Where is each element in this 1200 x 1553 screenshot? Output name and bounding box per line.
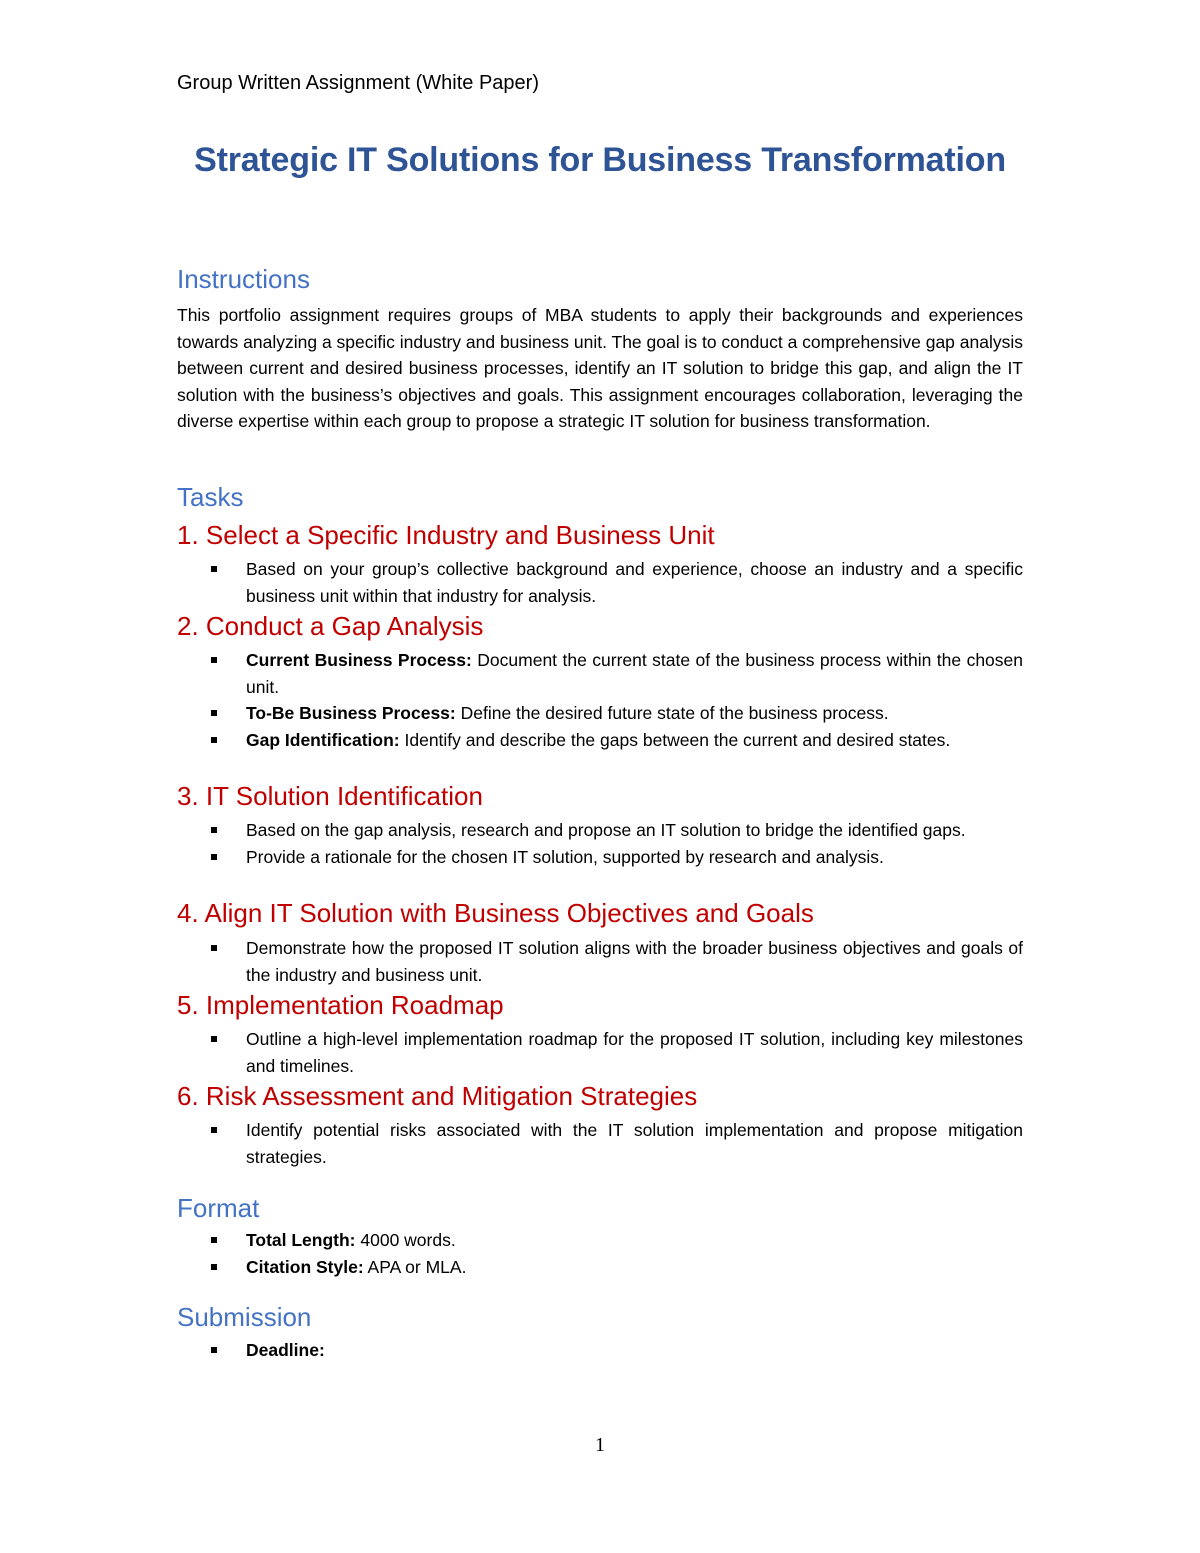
task-1-bullets: [177, 556, 1023, 609]
task-1-heading: 1. Select a Specific Industry and Business Unit: [177, 520, 715, 550]
task-4-heading: 4. Align IT Solution with Business Objectives and Goals: [177, 898, 814, 928]
list-item: Identify potential risks associated with the IT solution implementation and propose mitigation strategies.: [177, 1117, 1023, 1170]
task-5-bullets: [177, 1026, 1023, 1079]
list-item: Provide a rationale for the chosen IT solution, supported by research and analysis.: [177, 844, 1023, 871]
bullet-square-icon: [211, 566, 217, 572]
submission-bullets: [177, 1337, 1023, 1364]
bullet-square-icon: [211, 1264, 217, 1270]
task-3-bullets: [177, 817, 1023, 870]
submission-heading: Submission: [177, 1302, 312, 1332]
list-item: Total Length: 4000 words.: [177, 1227, 1023, 1254]
task-4-bullets: [177, 935, 1023, 988]
list-item: Based on the gap analysis, research and propose an IT solution to bridge the identified gaps.: [177, 817, 1023, 844]
task-2-heading: 2. Conduct a Gap Analysis: [177, 611, 484, 641]
tasks-heading: Tasks: [177, 482, 244, 512]
bullet-square-icon: [211, 854, 217, 860]
list-item: Based on your group’s collective background and experience, choose an industry and a specific business unit within that industry for analysis.: [177, 556, 1023, 609]
list-item: To-Be Business Process: Define the desired future state of the business process.: [177, 700, 1023, 727]
task-3-heading: 3. IT Solution Identification: [177, 781, 483, 811]
bullet-square-icon: [211, 657, 217, 663]
instructions-heading: Instructions: [177, 264, 310, 294]
bullet-square-icon: [211, 827, 217, 833]
bullet-square-icon: [211, 1036, 217, 1042]
list-item: Current Business Process: Document the current state of the business process within the chosen unit.: [177, 647, 1023, 700]
format-bullets: [177, 1227, 1023, 1280]
list-item: Outline a high-level implementation roadmap for the proposed IT solution, including key milestones and timelines.: [177, 1026, 1023, 1079]
task-6-heading: 6. Risk Assessment and Mitigation Strategies: [177, 1081, 698, 1111]
document-title: Strategic IT Solutions for Business Transformation: [194, 141, 1006, 179]
bullet-square-icon: [211, 1127, 217, 1133]
list-item: Gap Identification: Identify and describe the gaps between the current and desired states.: [177, 727, 1023, 754]
bullet-square-icon: [211, 1237, 217, 1243]
list-item: Demonstrate how the proposed IT solution aligns with the broader business objectives and goals of the industry and business unit.: [177, 935, 1023, 988]
instructions-body: This portfolio assignment requires groups of MBA students to apply their backgrounds and experiences towards analyzing a specific industry and business unit. The goal is to conduct a comprehensive gap analysis between current and desired business processes, identify an IT solution to bridge this gap, and align the IT solution with the business’s objectives and goals. This assignment encourages collaboration, leveraging the diverse expertise within each group to propose a strategic IT solution for business transformation.: [177, 305, 1023, 431]
list-item: Deadline:: [177, 1337, 1023, 1364]
task-2-bullets: [177, 647, 1023, 753]
page-header: Group Written Assignment (White Paper): [177, 72, 539, 94]
format-heading: Format: [177, 1193, 260, 1223]
bullet-square-icon: [211, 1347, 217, 1353]
bullet-square-icon: [211, 945, 217, 951]
task-5-heading: 5. Implementation Roadmap: [177, 990, 504, 1020]
list-item: Citation Style: APA or MLA.: [177, 1254, 1023, 1281]
task-6-bullets: [177, 1117, 1023, 1170]
bullet-square-icon: [211, 737, 217, 743]
bullet-square-icon: [211, 710, 217, 716]
page-number: 1: [595, 1434, 605, 1456]
